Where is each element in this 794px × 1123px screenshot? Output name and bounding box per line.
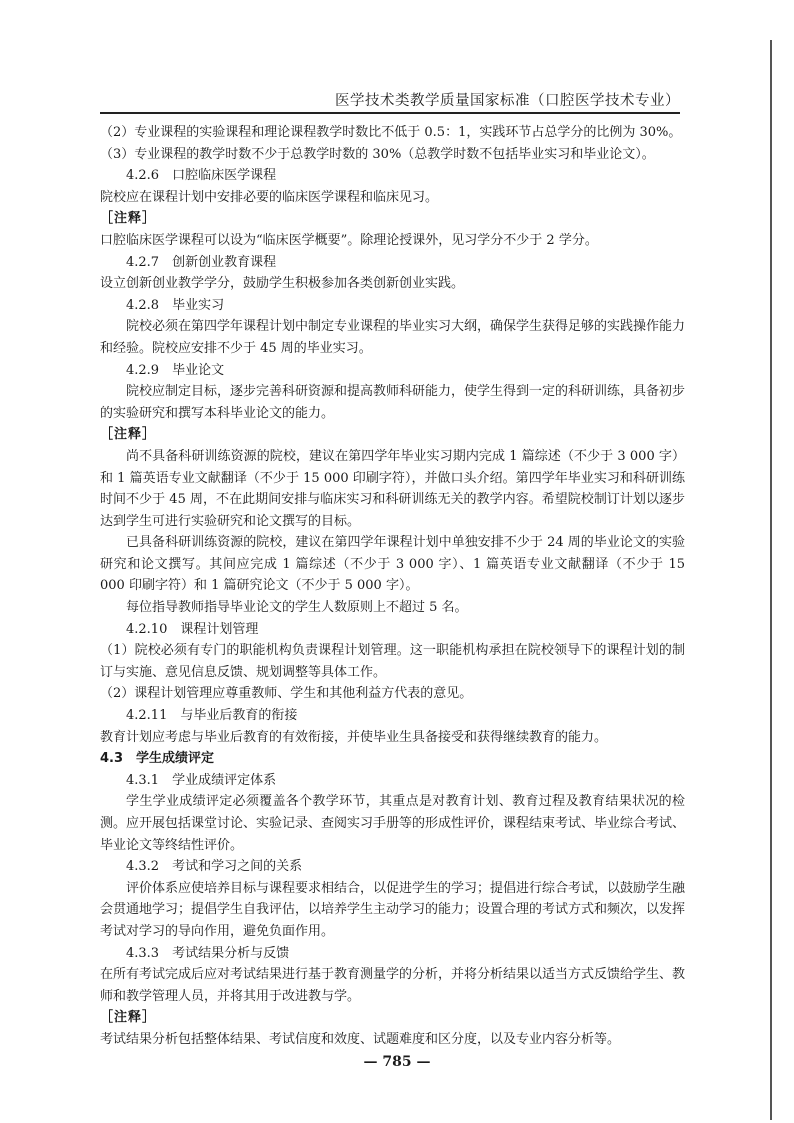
paragraph: 设立创新创业教学学分，鼓励学生积极参加各类创新创业实践。 [100, 276, 465, 292]
section-heading-major: 4.3 学生成绩评定 [100, 751, 215, 767]
section-heading: 4.2.9 毕业论文 [126, 362, 225, 378]
paragraph: 教育计划应考虑与毕业后教育的有效衔接，并使毕业生具备接受和获得继续教育的能力。 [100, 729, 608, 745]
section-heading: 4.2.7 创新创业教育课程 [126, 254, 277, 270]
running-header [100, 80, 680, 114]
section-heading: 4.2.8 毕业实习 [126, 297, 225, 313]
paragraph: 已具备科研训练资源的院校，建议在第四学年课程计划中单独安排不少于 24 周的毕业论文的实验研究和论文撰写。其间应完成 1 篇综述（不少于 3 000 字）、1 篇英语专业文献翻译（不少于 15 000 印刷字符）和 1 篇研究论文（不少于 5 000 字）。 [100, 535, 685, 594]
note-label: ［注释］ [100, 427, 157, 443]
paragraph: 每位指导教师指导毕业论文的学生人数原则上不超过 5 名。 [126, 600, 468, 616]
paragraph: 评价体系应使培养目标与课程要求相结合，以促进学生的学习；提倡进行综合考试，以鼓励学生融会贯通地学习；提倡学生自我评估，以培养学生主动学习的能力；设置合理的考试方式和频次，以发挥考试对学习的导向作用，避免负面作用。 [100, 880, 686, 939]
note-label: ［注释］ [100, 1010, 157, 1026]
paragraph: 院校必须在第四学年课程计划中制定专业课程的毕业实习大纲，确保学生获得足够的实践操作能力和经验。院校应安排不少于 45 周的毕业实习。 [100, 319, 686, 356]
paragraph: 院校应在课程计划中安排必要的临床医学课程和临床见习。 [100, 189, 439, 205]
paragraph: 口腔临床医学课程可以设为“临床医学概要”。除理论授课外，见习学分不少于 2 学分。 [100, 232, 598, 248]
paragraph: （1）院校必须有专门的职能机构负责课程计划管理。这一职能机构承担在院校领导下的课程计划的制订与实施、意见信息反馈、规划调整等具体工作。 [100, 643, 685, 680]
document-body [100, 122, 685, 1051]
paragraph: （2）专业课程的实验课程和理论课程教学时数比不低于 0.5：1，实践环节占总学分的比例为 30%。 [100, 125, 682, 140]
paragraph: （3）专业课程的教学时数不少于总教学时数的 30%（总教学时数不包括毕业实习和毕业论文）。 [100, 146, 655, 162]
header-title: 医学技术类教学质量国家标准（口腔医学技术专业） [335, 93, 680, 109]
paragraph: （2）课程计划管理应尊重教师、学生和其他利益方代表的意见。 [100, 686, 473, 702]
section-heading: 4.3.2 考试和学习之间的关系 [126, 859, 303, 875]
scan-edge-line [770, 40, 772, 1120]
note-label: ［注释］ [100, 211, 157, 227]
page-number: — 785 — [363, 1054, 431, 1070]
paragraph: 尚不具备科研训练资源的院校，建议在第四学年毕业实习期内完成 1 篇综述（不少于 3 000 字）和 1 篇英语专业文献翻译（不少于 15 000 印刷字符），并做口头介绍。第四学年毕业实习和科研训练时间不少于 45 周，不在此期间安排与临床实习和科研训练无关的教学内容。希望院校制订计划以逐步达到学生可进行实验研究和论文撰写的目标。 [100, 448, 685, 529]
section-heading: 4.2.6 口腔临床医学课程 [126, 168, 277, 184]
paragraph: 院校应制定目标，逐步完善科研资源和提高教师科研能力，使学生得到一定的科研训练，具备初步的实验研究和撰写本科毕业论文的能力。 [100, 384, 686, 421]
section-heading: 4.2.10 课程计划管理 [126, 621, 259, 637]
paragraph: 考试结果分析包括整体结果、考试信度和效度、试题难度和区分度，以及专业内容分析等。 [100, 1031, 621, 1047]
paragraph: 在所有考试完成后应对考试结果进行基于教育测量学的分析，并将分析结果以适当方式反馈给学生、教师和教学管理人员，并将其用于改进教与学。 [100, 967, 686, 1004]
paragraph: 学生学业成绩评定必须覆盖各个教学环节，其重点是对教育计划、教育过程及教育结果状况的检测。应开展包括课堂讨论、实验记录、查阅实习手册等的形成性评价，课程结束考试、毕业综合考试、毕业论文等终结性评价。 [100, 794, 686, 853]
section-heading: 4.2.11 与毕业后教育的衔接 [126, 708, 298, 724]
section-heading: 4.3.1 学业成绩评定体系 [126, 772, 277, 788]
section-heading: 4.3.3 考试结果分析与反馈 [126, 945, 290, 961]
